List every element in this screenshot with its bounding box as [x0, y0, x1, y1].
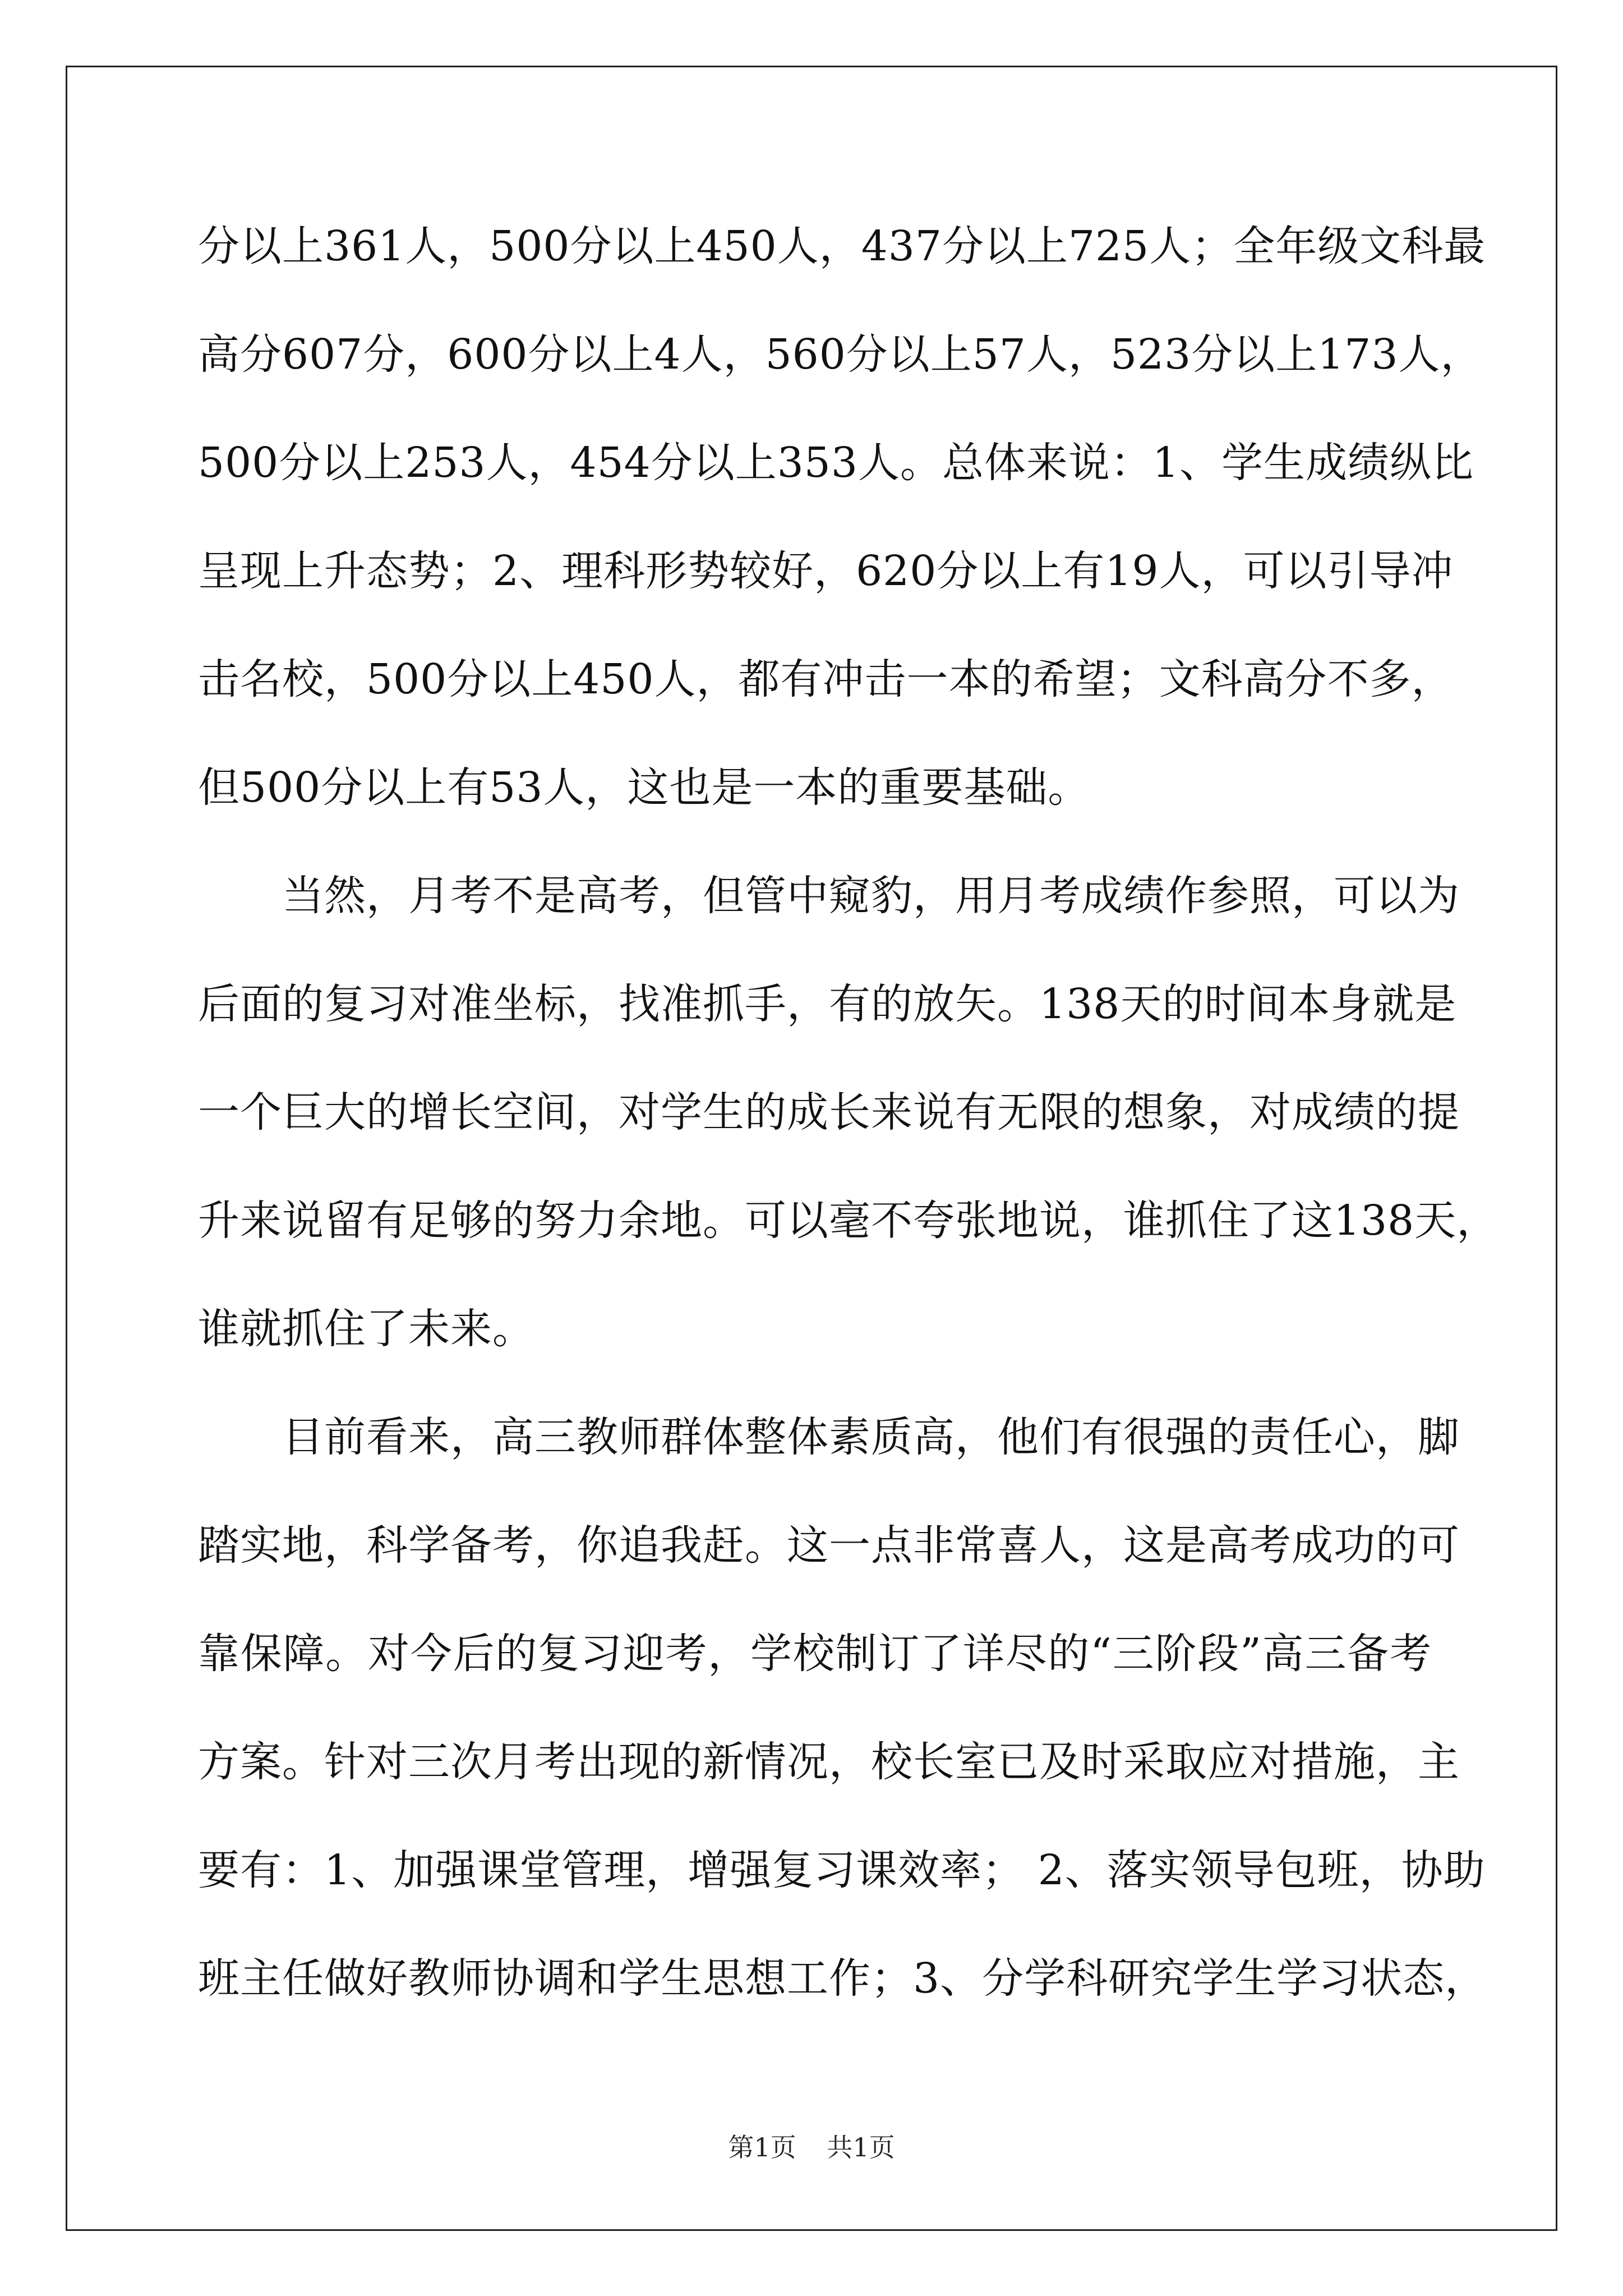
text-line: 呈现上升态势；2、理科形势较好，620分以上有19人，可以引导冲 — [198, 547, 1454, 595]
text-line: 但500分以上有53人，这也是一本的重要基础。 — [198, 763, 1090, 812]
text-line: 升来说留有足够的努力余地。可以毫不夸张地说，谁抓住了这138天， — [198, 1197, 1499, 1245]
document-body — [198, 213, 1499, 2054]
page-number: 第1页 — [728, 2132, 796, 2162]
page-total: 共1页 — [827, 2132, 895, 2162]
text-line: 班主任做好教师协调和学生思想工作；3、分学科研究学生学习状态， — [198, 1954, 1487, 2003]
text-line: 500分以上253人，454分以上353人。总体来说：1、学生成绩纵比 — [198, 439, 1474, 487]
text-line: 一个巨大的增长空间，对学生的成长来说有无限的想象，对成绩的提 — [198, 1088, 1460, 1137]
text-line: 谁就抓住了未来。 — [198, 1305, 534, 1353]
text-line: 靠保障。对今后的复习迎考，学校制订了详尽的“三阶段”高三备考 — [198, 1630, 1432, 1678]
text-line: 当然，月考不是高考，但管中窥豹，用月考成绩作参照，可以为 — [282, 872, 1460, 920]
page-footer — [0, 2131, 1623, 2164]
text-line: 击名校，500分以上450人，都有冲击一本的希望；文科高分不多， — [198, 655, 1454, 703]
text-line: 要有：1、加强课堂管理，增强复习课效率； 2、落实领导包班，协助 — [198, 1846, 1486, 1894]
text-line: 高分607分，600分以上4人，560分以上57人，523分以上173人， — [198, 330, 1483, 379]
text-line: 目前看来，高三教师群体整体素质高，他们有很强的责任心，脚 — [282, 1413, 1460, 1461]
text-line: 分以上361人，500分以上450人，437分以上725人；全年级文科最 — [198, 222, 1486, 270]
text-line: 踏实地，科学备考，你追我赶。这一点非常喜人，这是高考成功的可 — [198, 1521, 1460, 1570]
text-line: 方案。针对三次月考出现的新情况，校长室已及时采取应对措施，主 — [198, 1738, 1460, 1786]
text-line: 后面的复习对准坐标，找准抓手，有的放矢。138天的时间本身就是 — [198, 980, 1457, 1028]
